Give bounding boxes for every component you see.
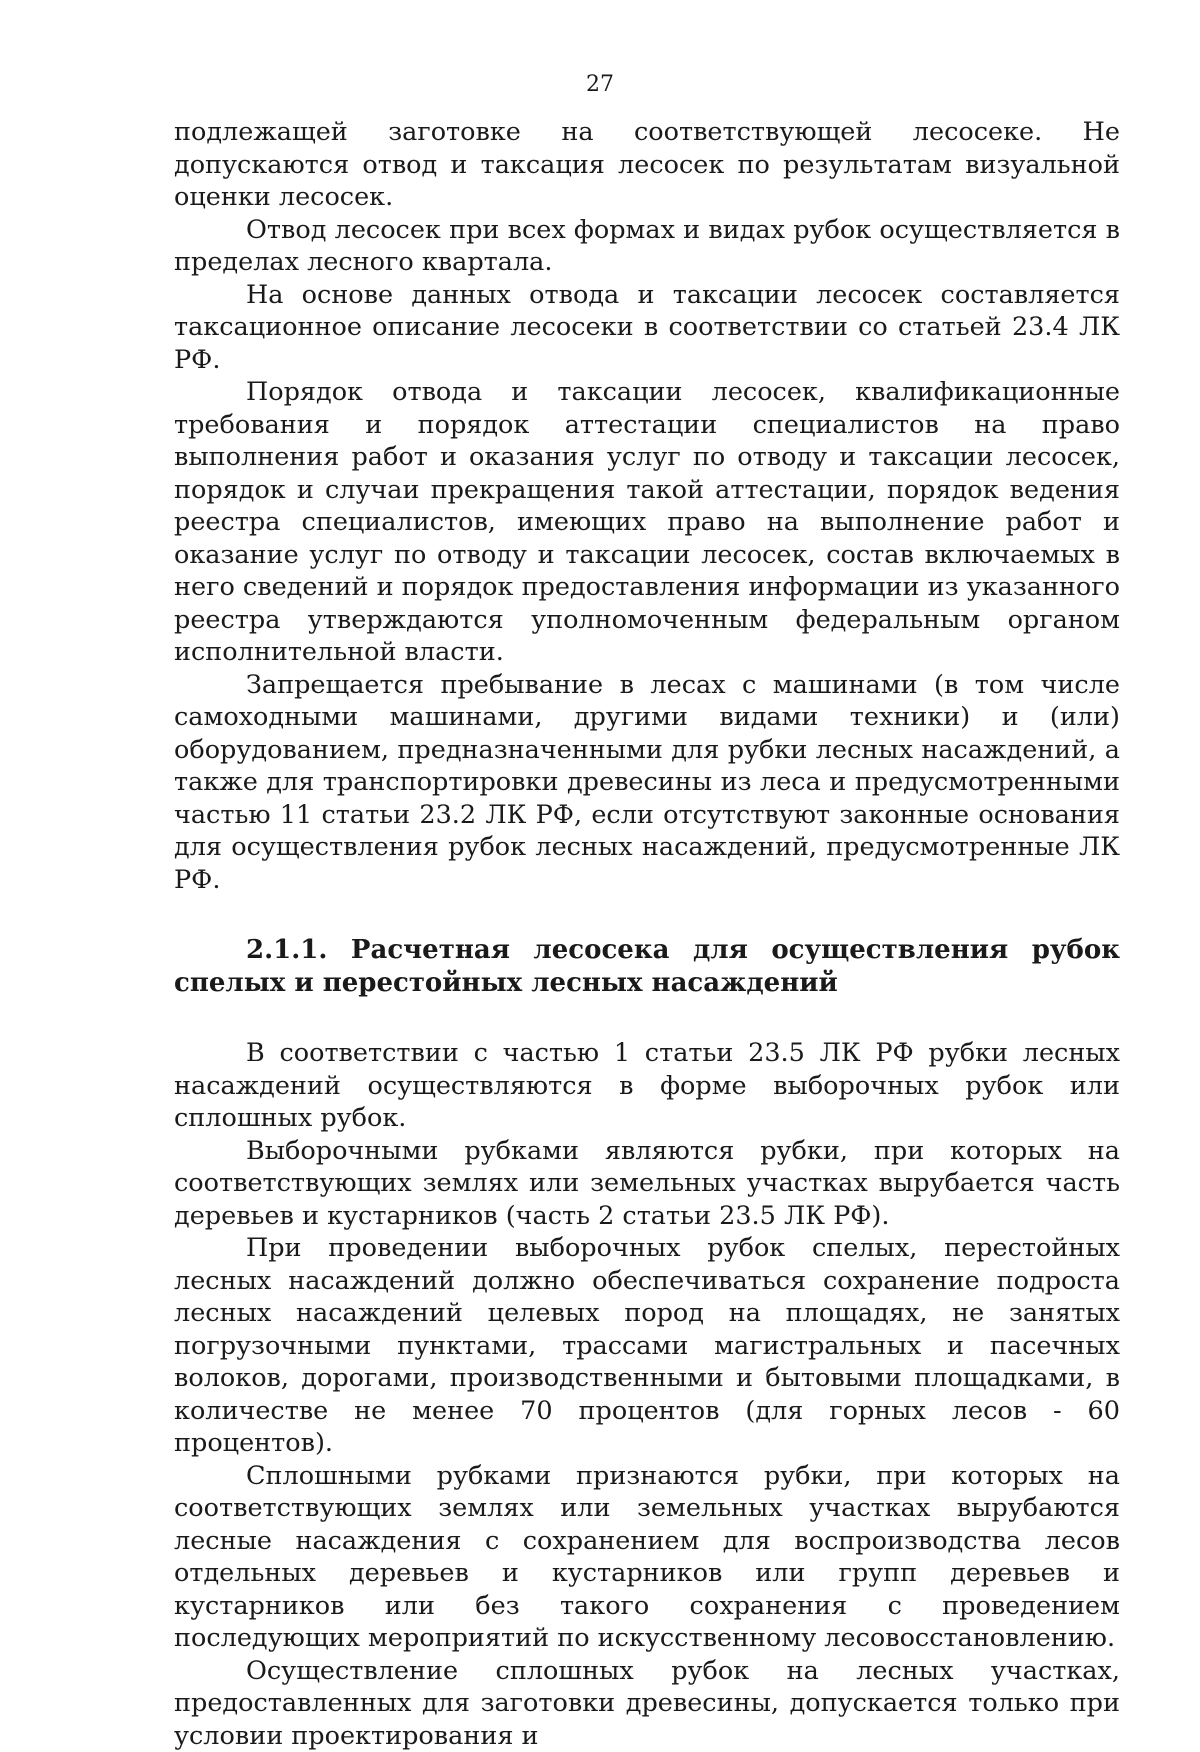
paragraph: При проведении выборочных рубок спелых, перестойных лесных насаждений должно обеспечиваться сохранение подроста лесных насаждений целевых пород на площадях, не занятых погрузочными пунктами, трассами магистральных и пасечных волоков, дорогами, производственными и бытовыми площадками, в количестве не менее 70 процентов (для горных лесов - 60 процентов). [174, 1232, 1120, 1460]
paragraph: Отвод лесосек при всех формах и видах рубок осуществляется в пределах лесного квартала. [174, 214, 1120, 279]
paragraph: Выборочными рубками являются рубки, при которых на соответствующих землях или земельных участках вырубается часть деревьев и кустарников (часть 2 статьи 23.5 ЛК РФ). [174, 1135, 1120, 1233]
document-body [174, 116, 1120, 1752]
paragraph: Сплошными рубками признаются рубки, при которых на соответствующих землях или земельных участках вырубаются лесные насаждения с сохранением для воспроизводства лесов отдельных деревьев и кустарников или групп деревьев и кустарников или без такого сохранения с проведением последующих мероприятий по искусственному лесовосстановлению. [174, 1460, 1120, 1655]
paragraph: В соответствии с частью 1 статьи 23.5 ЛК РФ рубки лесных насаждений осуществляются в форме выборочных рубок или сплошных рубок. [174, 1037, 1120, 1135]
paragraph: На основе данных отвода и таксации лесосек составляется таксационное описание лесосеки в соответствии со статьей 23.4 ЛК РФ. [174, 279, 1120, 377]
paragraph: Порядок отвода и таксации лесосек, квалификационные требования и порядок аттестации специалистов на право выполнения работ и оказания услуг по отводу и таксации лесосек, порядок и случаи прекращения такой аттестации, порядок ведения реестра специалистов, имеющих право на выполнение работ и оказание услуг по отводу и таксации лесосек, состав включаемых в него сведений и порядок предоставления информации из указанного реестра утверждаются уполномоченным федеральным органом исполнительной власти. [174, 376, 1120, 669]
paragraph: Запрещается пребывание в лесах с машинами (в том числе самоходными машинами, другими видами техники) и (или) оборудованием, предназначенными для рубки лесных насаждений, а также для транспортировки древесины из леса и предусмотренными частью 11 статьи 23.2 ЛК РФ, если отсутствуют законные основания для осуществления рубок лесных насаждений, предусмотренные ЛК РФ. [174, 669, 1120, 897]
paragraph: Осуществление сплошных рубок на лесных участках, предоставленных для заготовки древесины, допускается только при условии проектирования и [174, 1655, 1120, 1752]
paragraph: подлежащей заготовке на соответствующей лесосеке. Не допускаются отвод и таксация лесосек по результатам визуальной оценки лесосек. [174, 116, 1120, 214]
section-heading: 2.1.1. Расчетная лесосека для осуществления рубок спелых и перестойных лесных насаждений [174, 896, 1120, 1037]
page-number: 27 [0, 72, 1200, 98]
